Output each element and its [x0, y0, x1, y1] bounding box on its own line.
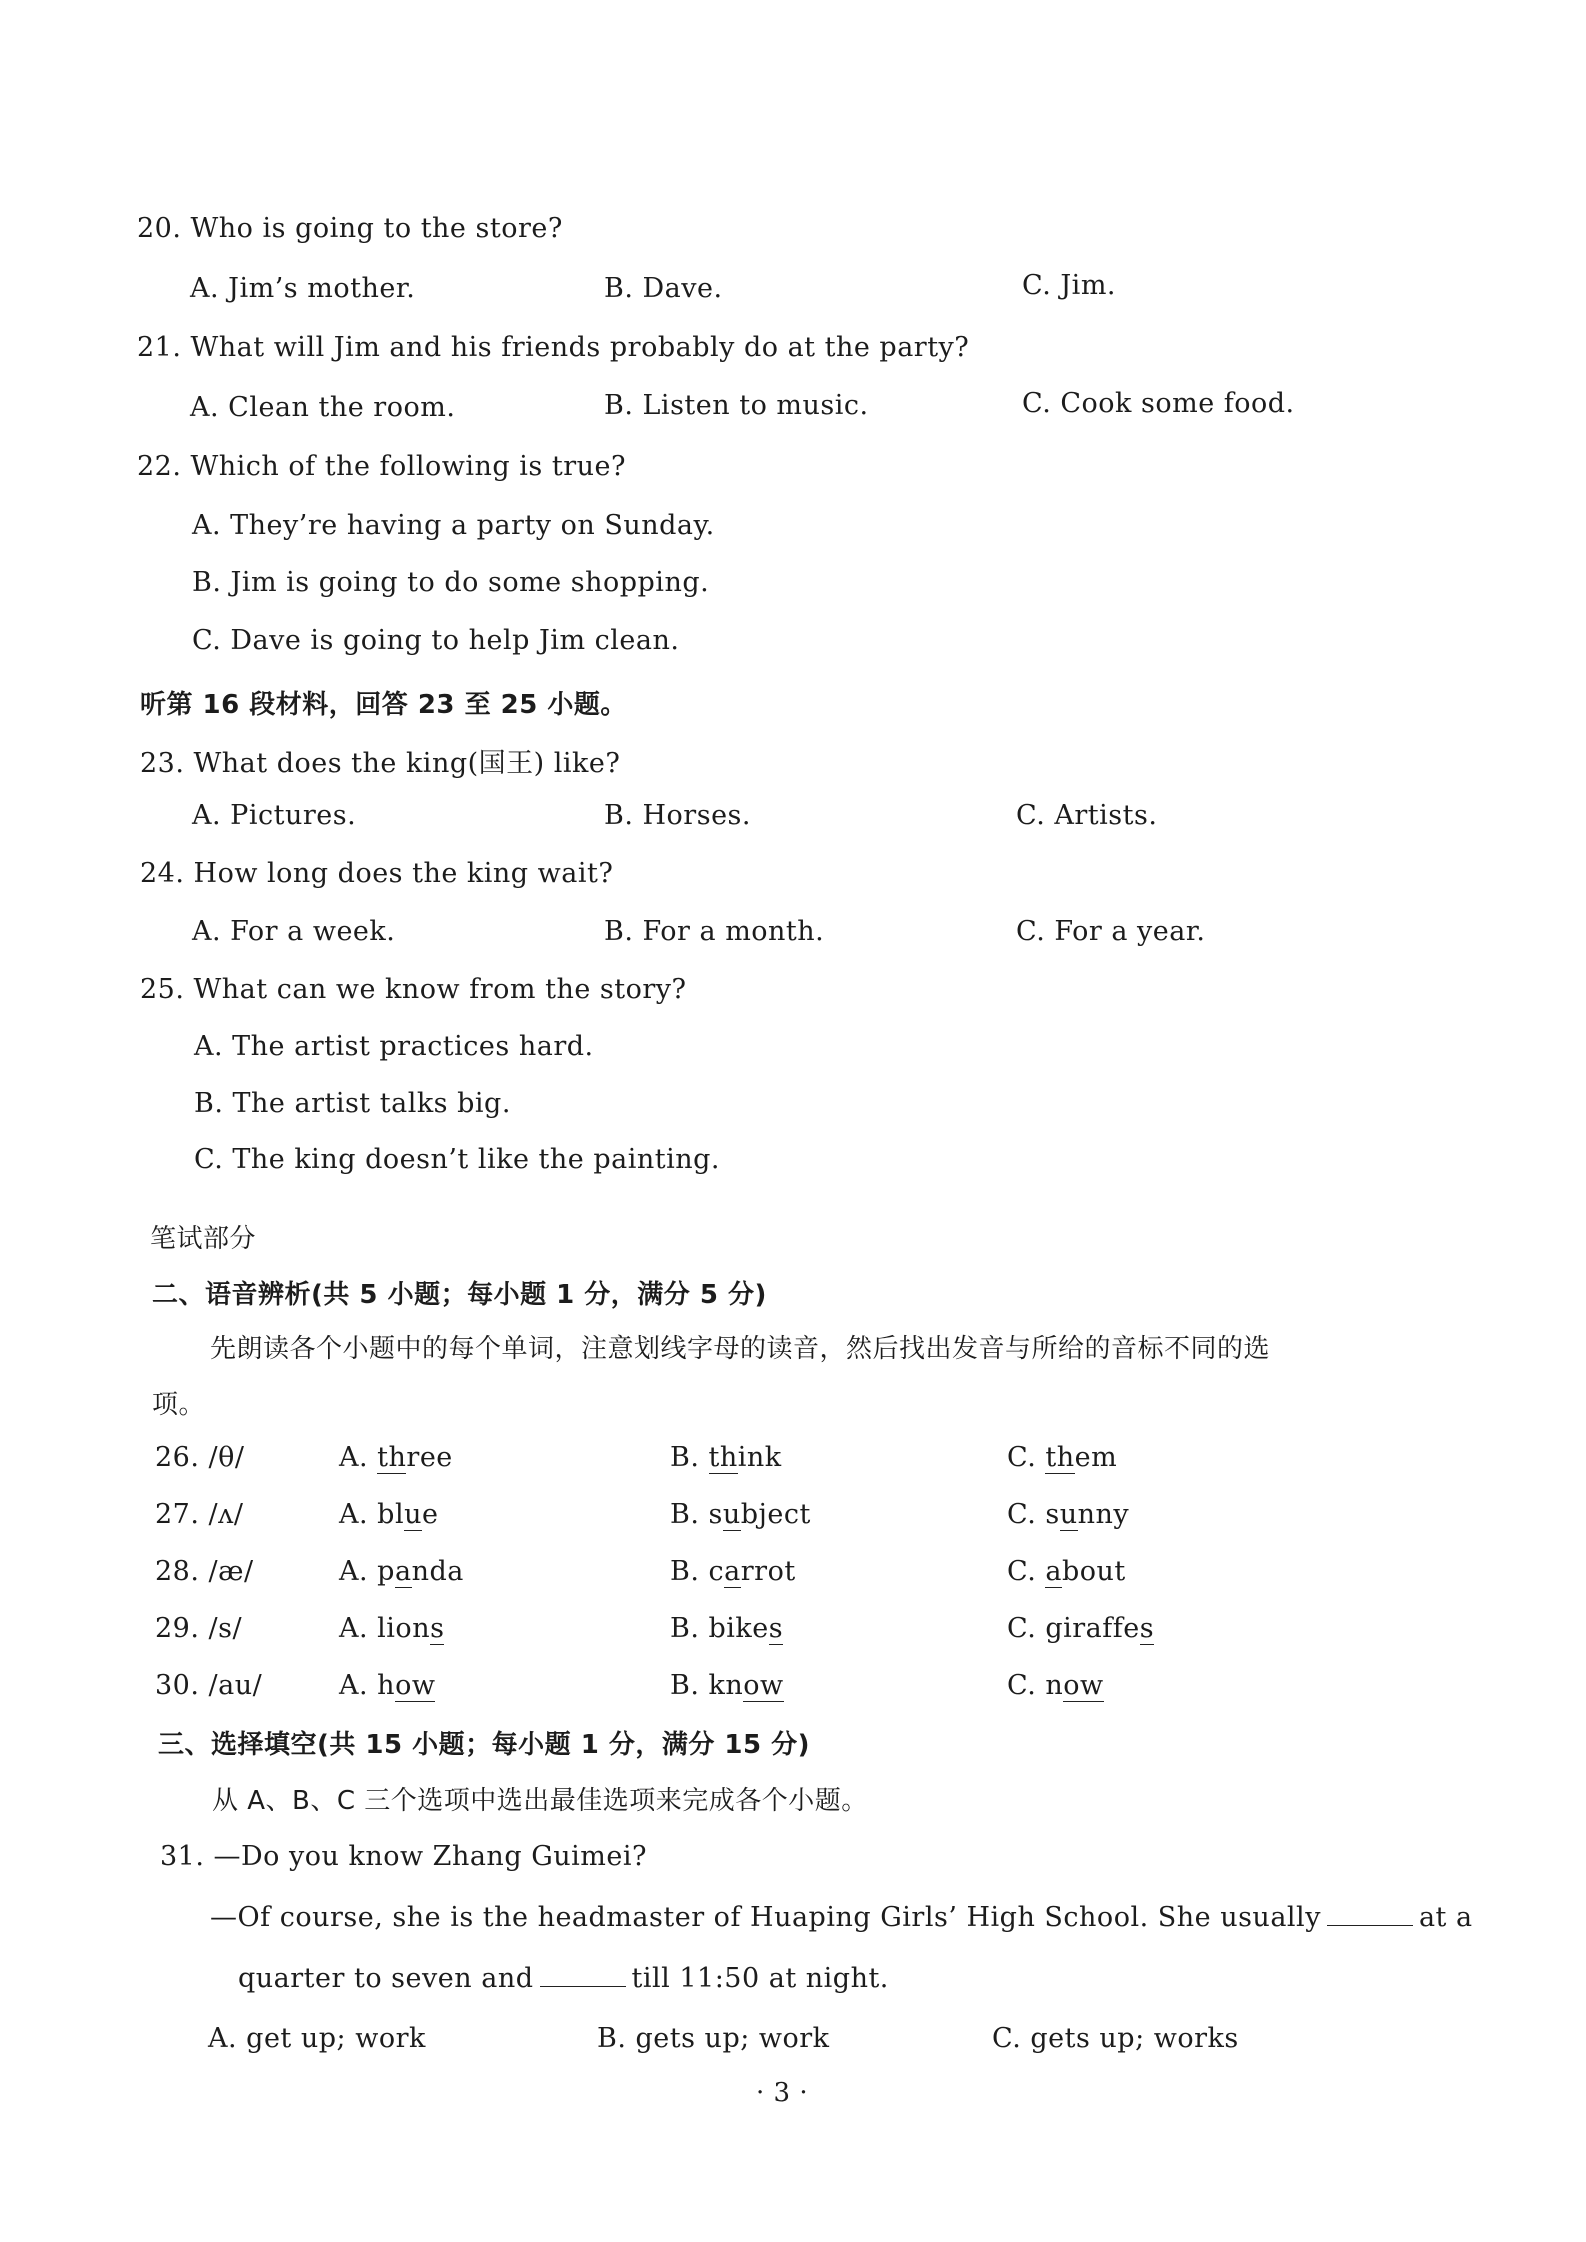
page-number: · 3 ·: [756, 2078, 809, 2108]
question-24-option-a: A. For a week.: [192, 916, 396, 947]
question-21-option-b: B. Listen to music.: [604, 390, 869, 421]
question-20-stem: 20. Who is going to the store?: [137, 213, 563, 244]
question-30-option-c: C. now: [1007, 1670, 1104, 1701]
question-27-number: 27. /ʌ/: [155, 1499, 244, 1530]
question-21-option-c: C. Cook some food.: [1022, 388, 1295, 419]
question-30-option-a: A. how: [339, 1670, 436, 1701]
part-2-title: 二、语音辨析(共 5 小题；每小题 1 分，满分 5 分): [152, 1280, 767, 1310]
part-3-instruction: 从 A、B、C 三个选项中选出最佳选项来完成各个小题。: [212, 1786, 868, 1816]
question-22-option-a: A. They’re having a party on Sunday.: [192, 510, 715, 541]
question-21-option-a: A. Clean the room.: [190, 392, 456, 423]
question-27-option-b: B. subject: [670, 1499, 811, 1530]
question-24-stem: 24. How long does the king wait?: [140, 858, 614, 889]
question-22-option-b: B. Jim is going to do some shopping.: [192, 567, 710, 598]
written-part-heading: 笔试部分: [150, 1224, 257, 1254]
question-28-option-c: C. about: [1007, 1556, 1126, 1587]
answer-blank-1: [1327, 1925, 1413, 1926]
section-16-heading: 听第 16 段材料，回答 23 至 25 小题。: [140, 690, 627, 720]
question-24-option-b: B. For a month.: [604, 916, 825, 947]
question-29-option-b: B. bikes: [670, 1613, 784, 1644]
question-22-stem: 22. Which of the following is true?: [137, 451, 626, 482]
question-23-option-b: B. Horses.: [604, 800, 751, 831]
question-31-line-3: quarter to seven and till 11:50 at night.: [238, 1963, 889, 1994]
question-31-line-2: —Of course, she is the headmaster of Huaping Girls’ High School. She usually at a: [210, 1902, 1473, 1933]
question-31-option-c: C. gets up; works: [992, 2023, 1239, 2054]
question-25-option-b: B. The artist talks big.: [194, 1088, 511, 1119]
question-31-stem: 31. —Do you know Zhang Guimei?: [160, 1841, 647, 1872]
question-28-option-a: A. panda: [339, 1556, 464, 1587]
question-31-option-a: A. get up; work: [208, 2023, 426, 2054]
question-27-option-a: A. blue: [339, 1499, 439, 1530]
question-21-stem: 21. What will Jim and his friends probably do at the party?: [137, 332, 970, 363]
question-25-option-c: C. The king doesn’t like the painting.: [194, 1144, 720, 1175]
question-25-option-a: A. The artist practices hard.: [194, 1031, 594, 1062]
question-28-number: 28. /æ/: [155, 1556, 254, 1587]
question-28-option-b: B. carrot: [670, 1556, 796, 1587]
question-30-number: 30. /au/: [155, 1670, 263, 1701]
question-24-option-c: C. For a year.: [1016, 916, 1206, 947]
question-20-option-a: A. Jim’s mother.: [190, 273, 416, 304]
question-20-option-c: C. Jim.: [1022, 270, 1117, 301]
question-26-option-c: C. them: [1007, 1442, 1118, 1473]
part-3-title: 三、选择填空(共 15 小题；每小题 1 分，满分 15 分): [158, 1730, 811, 1760]
answer-blank-2: [540, 1986, 626, 1987]
part-2-instruction-cont: 项。: [152, 1390, 206, 1420]
question-23-option-a: A. Pictures.: [192, 800, 357, 831]
question-20-option-b: B. Dave.: [604, 273, 723, 304]
question-22-option-c: C. Dave is going to help Jim clean.: [192, 625, 680, 656]
question-25-stem: 25. What can we know from the story?: [140, 974, 687, 1005]
question-26-option-a: A. three: [339, 1442, 453, 1473]
question-23-stem: 23. What does the king(国王) like?: [140, 748, 621, 779]
question-29-option-c: C. giraffes: [1007, 1613, 1155, 1644]
question-29-number: 29. /s/: [155, 1613, 243, 1644]
question-23-option-c: C. Artists.: [1016, 800, 1158, 831]
question-29-option-a: A. lions: [339, 1613, 445, 1644]
question-31-option-b: B. gets up; work: [597, 2023, 830, 2054]
question-27-option-c: C. sunny: [1007, 1499, 1130, 1530]
part-2-instruction: 先朗读各个小题中的每个单词，注意划线字母的读音，然后找出发音与所给的音标不同的选: [210, 1334, 1271, 1364]
question-26-option-b: B. think: [670, 1442, 782, 1473]
question-26-number: 26. /θ/: [155, 1442, 245, 1473]
question-30-option-b: B. know: [670, 1670, 784, 1701]
